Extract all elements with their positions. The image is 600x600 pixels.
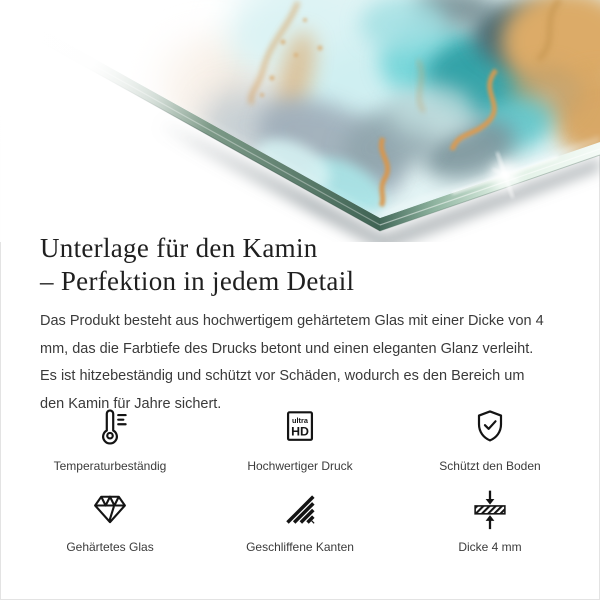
shield-check-icon [468, 403, 512, 449]
feature-thickness [395, 488, 585, 554]
thermometer-icon [88, 403, 132, 449]
diamond-icon [89, 488, 131, 530]
feature-tempered-glass [15, 488, 205, 554]
feature-temperature [15, 403, 205, 473]
page-title [40, 232, 354, 298]
product-description: Das Produkt besteht aus hochwertigem gehärtetem Glas mit einer Dicke von 4 mm, das die Farbtiefe des Drucks betont und einen eleganten Glanz verleiht. Es ist hitzebeständig und schützt vor Schäden, wodurch es den Bereich um den Kamin für Jahre sichert. [40, 313, 544, 412]
feature-label: Hochwertiger Druck [247, 459, 353, 473]
feature-label: Gehärtetes Glas [66, 540, 154, 554]
page-title-line1: Unterlage für den Kamin [40, 233, 318, 263]
feature-floor-protection [395, 403, 585, 473]
svg-text:ultra: ultra [292, 415, 308, 425]
ultra-hd-icon [278, 403, 322, 449]
feature-label: Temperaturbeständig [53, 459, 167, 473]
feature-label: Geschliffene Kanten [246, 540, 354, 554]
glass-panel-illustration [0, 0, 600, 242]
features-row-2 [15, 488, 585, 554]
product-photo [0, 0, 600, 242]
feature-polished-edges [205, 488, 395, 554]
features-row-1 [15, 403, 585, 473]
feature-label: Schützt den Boden [439, 459, 541, 473]
feature-print-quality [205, 403, 395, 473]
page-title-line2: – Perfektion in jedem Detail [40, 266, 355, 296]
svg-text:HD: HD [291, 424, 309, 439]
feature-label: Dicke 4 mm [458, 540, 522, 554]
thickness-icon [469, 488, 511, 530]
polished-edges-icon [280, 488, 320, 530]
